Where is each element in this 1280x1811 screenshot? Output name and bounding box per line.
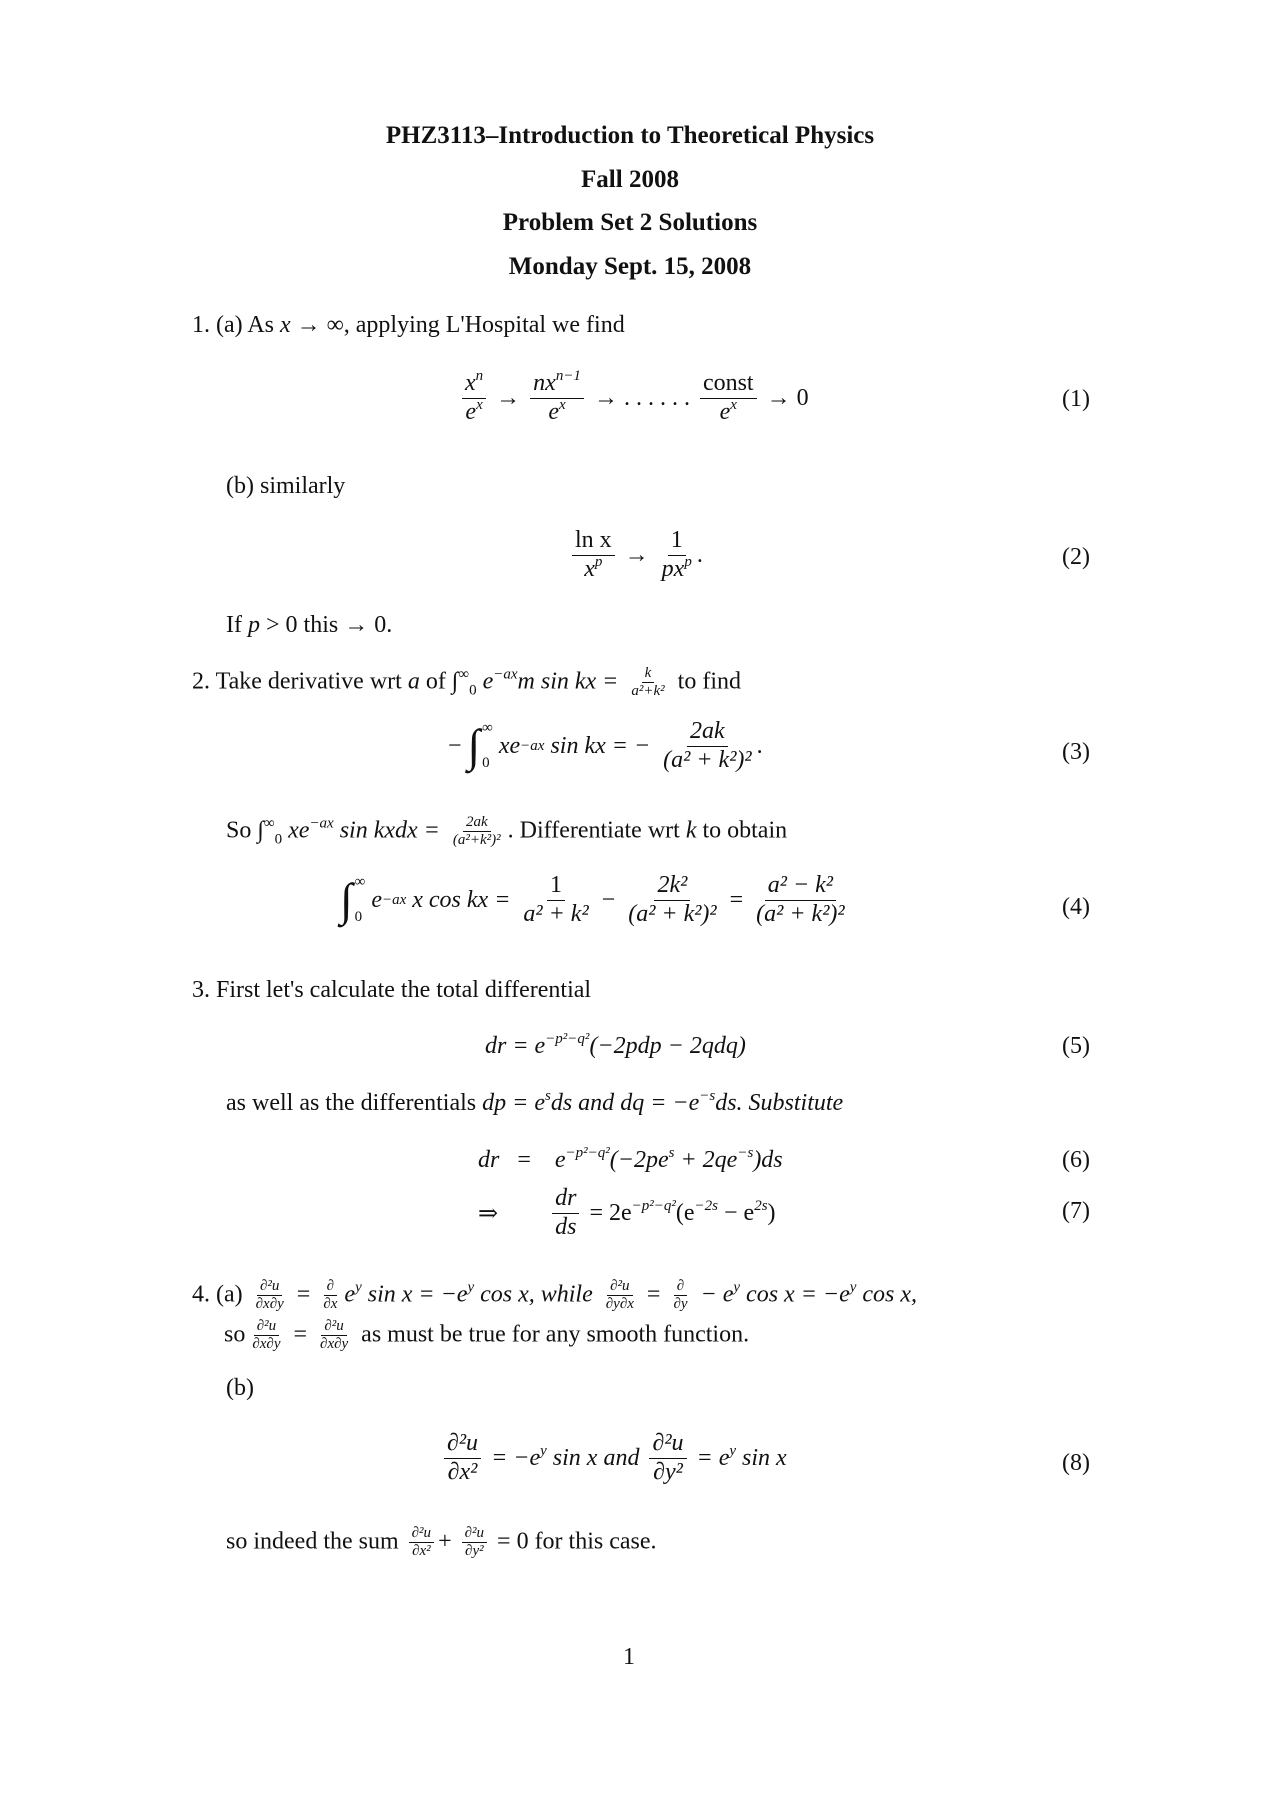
t: −s (699, 1088, 716, 1104)
t: s (668, 1145, 675, 1161)
eq-tag: (3) (1062, 739, 1090, 765)
t: So ∫ (226, 817, 264, 844)
t: xe (288, 817, 310, 844)
fraction (520, 872, 591, 928)
t: y (355, 1279, 362, 1296)
t: ∂²u (260, 1278, 280, 1294)
eq-tag: (7) (1062, 1198, 1090, 1224)
problem-1-intro (192, 313, 625, 337)
t: 0 (354, 909, 363, 926)
t: ∂ (324, 1278, 337, 1296)
arrow: → (624, 541, 649, 568)
equation-5 (485, 1031, 746, 1059)
t: −2s (694, 1197, 719, 1214)
fraction (625, 872, 719, 928)
var: x (279, 312, 291, 338)
t: − (448, 732, 462, 759)
t: ∂y² (465, 1543, 484, 1560)
problem-3-middle (226, 1088, 844, 1116)
fraction (572, 527, 615, 583)
t: cos x, while (480, 1281, 593, 1308)
t: = (293, 1321, 308, 1348)
eq-tag: (5) (1062, 1033, 1090, 1059)
problem-1b: (b) similarly (226, 473, 346, 499)
t: → 0 (766, 384, 809, 411)
t: = (296, 1281, 311, 1308)
t: e (548, 398, 560, 425)
t: x cos kx = (412, 886, 511, 913)
fraction (444, 1430, 481, 1486)
t: a² − k² (767, 872, 833, 898)
t: )ds (753, 1147, 783, 1173)
fraction (660, 718, 754, 774)
t: ∂y (673, 1296, 688, 1313)
text: → ∞, applying L'Hospital we find (296, 312, 625, 338)
t: ds. Substitute (715, 1090, 844, 1116)
t: ∂ (674, 1278, 687, 1296)
integral-sign: ∫ (467, 720, 481, 772)
t: dr (478, 1147, 500, 1173)
t: s (545, 1088, 551, 1104)
problem-3-intro (192, 978, 591, 1002)
t: ∂y∂x (605, 1296, 634, 1313)
implies-arrow: ⇒ (478, 1200, 499, 1227)
t: x (465, 370, 476, 396)
t: y (540, 1442, 547, 1459)
t: ∂x∂y (252, 1336, 281, 1353)
t: x (730, 396, 737, 413)
t: dp = e (482, 1090, 545, 1116)
t: nx (533, 370, 556, 396)
date: Monday Sept. 15, 2008 (508, 253, 752, 280)
t: e (344, 1281, 356, 1308)
t: ds (555, 1213, 577, 1240)
t: dq = −e (620, 1090, 700, 1116)
t: ∂x² (447, 1458, 478, 1485)
equation-6 (478, 1145, 783, 1173)
fraction (700, 370, 757, 426)
t: to find (677, 668, 741, 695)
course-title: PHZ3113–Introduction to Theoretical Physics (385, 122, 875, 149)
t: cos x, (862, 1281, 918, 1308)
t: . (696, 541, 703, 568)
t: sin x = −e (367, 1281, 468, 1308)
t: px (661, 555, 685, 582)
fraction (659, 527, 695, 583)
t: k (644, 665, 652, 681)
eq-tag: (8) (1062, 1450, 1090, 1476)
t: = 0 for this case. (497, 1528, 657, 1555)
t: ∂²u (464, 1525, 485, 1541)
t: ∂²u (652, 1430, 684, 1456)
t: sin kx = − (550, 732, 651, 759)
eq-tag: (2) (1062, 544, 1090, 570)
t: = (646, 1281, 661, 1308)
t: 1 (547, 872, 565, 901)
t: 1 (668, 527, 686, 556)
t: ∂²u (411, 1525, 432, 1541)
t: m sin kx = (517, 668, 619, 695)
fraction (670, 1278, 690, 1314)
t: − e (724, 1199, 755, 1226)
t: −p²−q² (565, 1145, 610, 1161)
equation-7 (478, 1185, 776, 1241)
t: a (407, 668, 420, 695)
t: 0 (274, 831, 283, 848)
problem-4b-conclusion (226, 1525, 657, 1561)
eq-tag: (6) (1062, 1147, 1090, 1173)
t: so indeed the sum (226, 1528, 399, 1555)
t: − e (700, 1281, 734, 1308)
fraction (649, 1430, 686, 1486)
t: x (476, 396, 483, 413)
equation-1 (458, 370, 809, 426)
integral-sign: ∫ (340, 874, 353, 926)
t: ∞ (482, 720, 493, 737)
page-number: 1 (623, 1644, 635, 1670)
t: e (719, 398, 731, 425)
t: ∂²u (324, 1318, 344, 1334)
t: ln x (572, 527, 615, 556)
t: 0 (469, 682, 477, 699)
fraction (450, 814, 504, 850)
fraction (249, 1318, 283, 1354)
t: ds and (550, 1090, 615, 1116)
t: (−2pe (609, 1147, 669, 1173)
t: . (756, 732, 763, 759)
t: −p²−q² (545, 1031, 590, 1047)
item-number: 2. (192, 668, 210, 695)
equation-4 (340, 872, 852, 928)
t: ∂x∂y (320, 1336, 349, 1353)
t: > 0 this → 0. (265, 612, 393, 638)
fraction (530, 370, 584, 426)
t: sin kxdx = (339, 817, 440, 844)
eq-tag: (4) (1062, 894, 1090, 920)
fraction (753, 872, 847, 928)
t: First let's calculate the total differential (216, 977, 592, 1003)
t: n (475, 368, 484, 384)
t: (a² + k²)² (628, 900, 717, 927)
t: + (438, 1528, 452, 1555)
t: const (700, 370, 757, 399)
t: y (733, 1279, 741, 1296)
t: ∂x∂y (255, 1296, 284, 1313)
problem-4a-conclusion (224, 1318, 749, 1354)
fraction (409, 1525, 434, 1561)
t: −ax (309, 815, 334, 832)
t: ∞ (354, 874, 366, 891)
t: = (729, 886, 744, 913)
t: −p²−q² (631, 1197, 676, 1214)
equation-8 (440, 1430, 787, 1486)
limits (482, 720, 493, 772)
t: (a²+k²)² (452, 832, 501, 849)
fraction (317, 1318, 351, 1354)
t: (−2pdp − 2qdq) (589, 1033, 746, 1059)
t: xe (498, 732, 521, 759)
t: y (729, 1442, 737, 1459)
t: e (554, 1147, 566, 1173)
equation-2 (568, 527, 703, 583)
term: Fall 2008 (581, 166, 679, 193)
t: 2k² (657, 872, 688, 898)
t: sin x and (552, 1444, 640, 1471)
t: −ax (381, 892, 407, 909)
t: e (465, 398, 477, 425)
t: y (467, 1279, 475, 1296)
fraction (462, 1525, 487, 1561)
t: dr = e (485, 1033, 546, 1059)
t: = e (696, 1444, 730, 1471)
t: (a² + k²)² (663, 746, 752, 773)
t: . Differentiate wrt (507, 817, 680, 844)
t: p (247, 612, 260, 638)
t: ∂y² (653, 1458, 683, 1485)
t: y (849, 1279, 857, 1296)
t: −ax (520, 738, 545, 755)
t: = −e (491, 1444, 541, 1471)
t: to obtain (702, 817, 788, 844)
t: e (482, 668, 494, 695)
text: (a) As (216, 312, 274, 338)
t: (a) (216, 1281, 243, 1308)
item-number: 1. (192, 312, 210, 338)
fraction (552, 1185, 579, 1241)
arrow: → (496, 384, 521, 411)
item-number: 4. (192, 1281, 210, 1308)
t: x (584, 555, 595, 582)
t: p (594, 553, 603, 570)
t: 2ak (465, 814, 488, 830)
t: ∂x² (412, 1543, 431, 1560)
t: ∂x (323, 1296, 338, 1313)
t: −s (737, 1145, 754, 1161)
fraction (253, 1278, 287, 1314)
t: If (226, 612, 242, 638)
t: as well as the differentials (226, 1090, 477, 1116)
item-number: 3. (192, 977, 210, 1003)
problem-1b-conclusion (226, 613, 392, 637)
t: 2s (754, 1197, 768, 1214)
fraction (320, 1278, 340, 1314)
t: −ax (493, 666, 518, 683)
t: a² + k² (523, 900, 589, 927)
t: (a² + k²)² (756, 900, 845, 927)
problem-2-intro (192, 665, 741, 701)
t: sin x (742, 1444, 787, 1471)
t: ∂²u (447, 1430, 479, 1456)
problem-4a (192, 1278, 917, 1314)
t: n−1 (555, 368, 581, 384)
t: + 2qe (680, 1147, 738, 1173)
fraction (462, 370, 486, 426)
t: cos x = −e (746, 1281, 850, 1308)
t: = (517, 1147, 531, 1173)
t: x (559, 396, 566, 413)
t: − (601, 886, 616, 913)
t: p (684, 553, 692, 570)
eq-tag: (1) (1062, 386, 1090, 412)
limits (355, 874, 366, 926)
fraction (603, 1278, 637, 1314)
t: ∂²u (610, 1278, 630, 1294)
t: so (224, 1321, 246, 1348)
t: a²+k² (631, 683, 665, 700)
t: e (371, 886, 382, 913)
t: k (685, 817, 697, 844)
fraction (628, 665, 667, 701)
t: 2ak (690, 718, 725, 744)
problem-4b: (b) (226, 1375, 254, 1401)
problem-2-middle (226, 814, 787, 850)
t: as must be true for any smooth function. (361, 1321, 750, 1348)
t: ∂²u (256, 1318, 277, 1334)
t: of ∫ (425, 668, 459, 695)
doc-title: Problem Set 2 Solutions (502, 209, 758, 236)
t: dr (555, 1185, 577, 1211)
t: ∞ (458, 666, 470, 683)
dots: → . . . . . . (593, 384, 690, 411)
t: (e (675, 1199, 695, 1226)
t: ) (767, 1199, 776, 1226)
equation-3 (448, 718, 763, 774)
t: = 2e (589, 1199, 632, 1226)
t: ∞ (263, 815, 275, 832)
t: Take derivative wrt (215, 668, 402, 695)
t: 0 (482, 755, 490, 772)
